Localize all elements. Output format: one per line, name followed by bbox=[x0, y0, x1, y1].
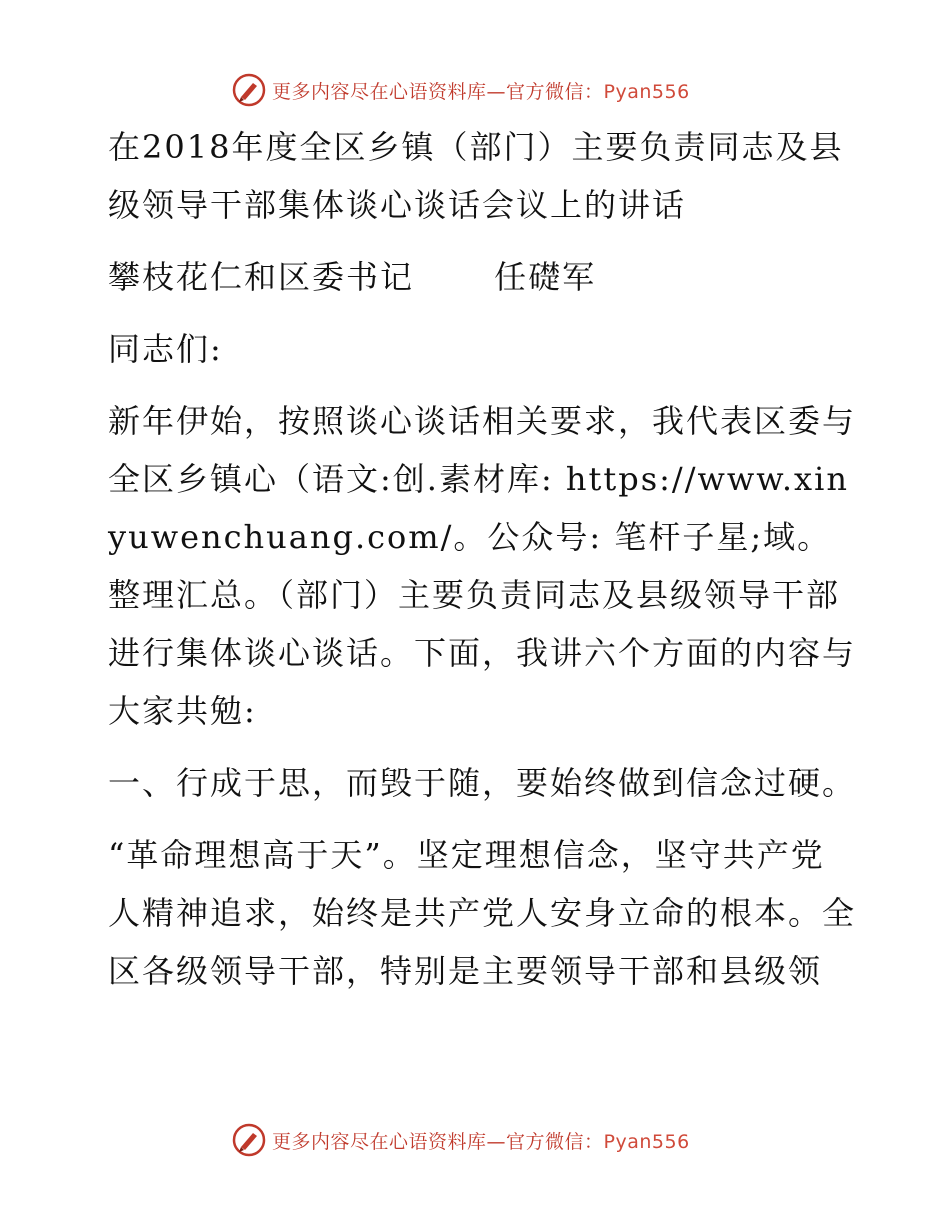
watermark-text: 更多内容尽在心语资料库—官方微信：Pyan556 bbox=[272, 80, 690, 103]
pen-circle-logo-icon bbox=[232, 73, 266, 107]
paragraph-body: “革命理想高于天”。坚定理想信念，坚守共产党人精神追求，始终是共产党人安身立命的根本。全区各级领导干部，特别是主要领导干部和县级领 bbox=[108, 836, 857, 990]
header-watermark bbox=[232, 70, 690, 110]
document-body bbox=[98, 118, 858, 1014]
document-byline: 攀枝花仁和区委书记 任礎军 bbox=[108, 258, 597, 296]
paragraph-intro: 新年伊始，按照谈心谈话相关要求，我代表区委与全区乡镇心（语文:创.素材库: https://www.xinyuwenchuang.com/。公众号: 笔杆子星;域。整理汇总。（部门）主要负责同志及县级领导干部进行集体谈心谈话。下面，我讲六个方面的内容与大家共勉: bbox=[108, 402, 857, 730]
footer-watermark bbox=[232, 1120, 690, 1160]
section-heading-1: 一、行成于思，而毁于随，要始终做到信念过硬。 bbox=[108, 764, 857, 802]
document-title: 在2018年度全区乡镇（部门）主要负责同志及县级领导干部集体谈心谈话会议上的讲话 bbox=[108, 128, 844, 224]
watermark-text: 更多内容尽在心语资料库—官方微信：Pyan556 bbox=[272, 1130, 690, 1153]
pen-circle-logo-icon bbox=[232, 1123, 266, 1157]
salutation: 同志们: bbox=[108, 330, 223, 368]
